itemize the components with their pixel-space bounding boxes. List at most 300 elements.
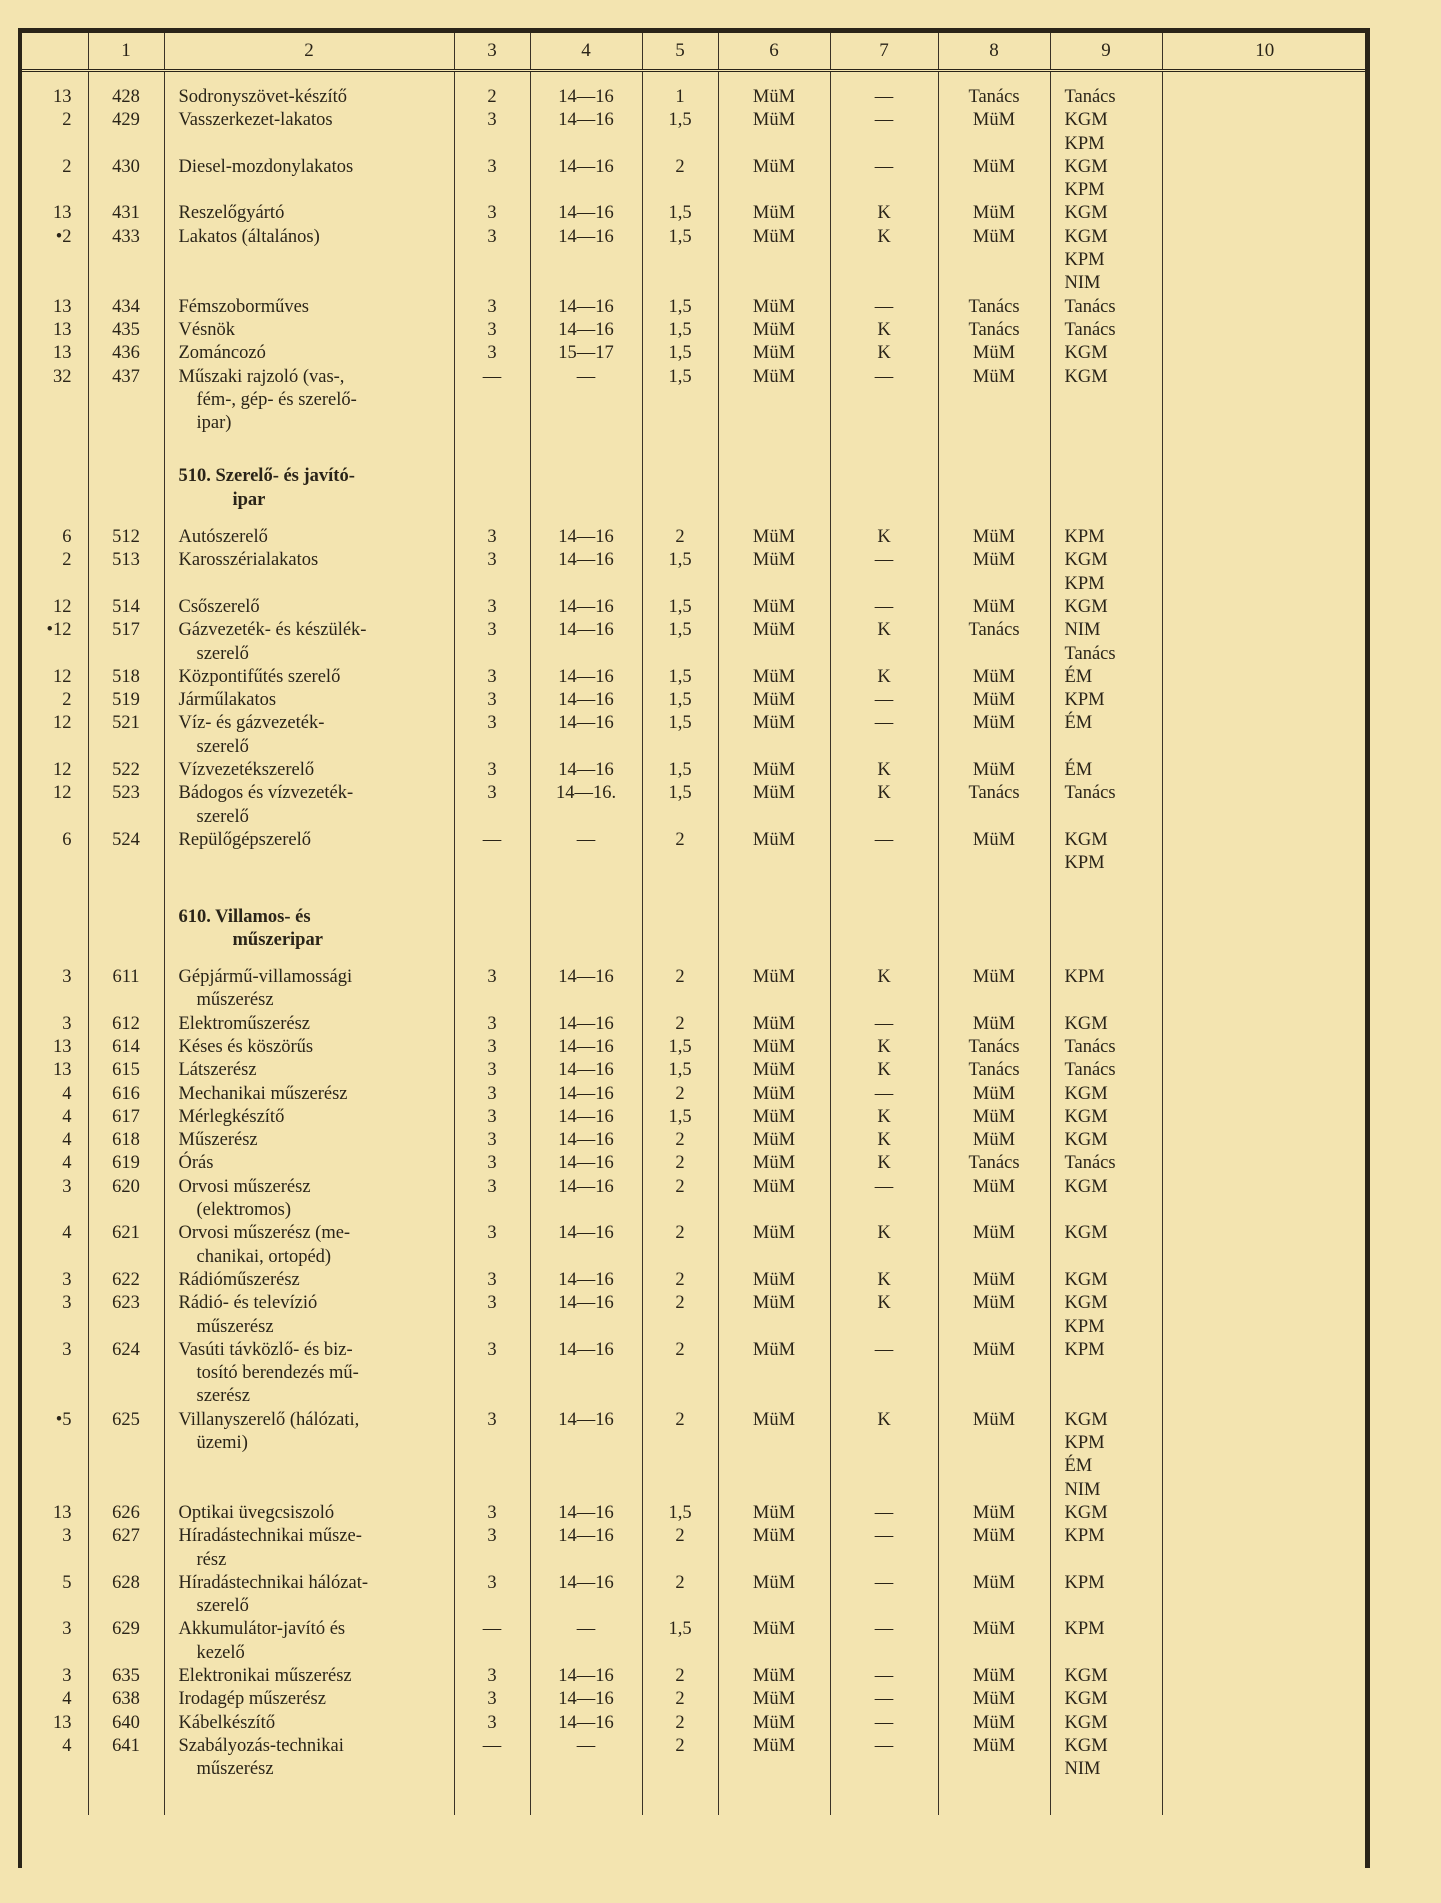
line: KPM [1064,133,1105,154]
occupation-name [164,342,454,365]
col5-value: 2 [642,1292,718,1339]
line: fém-, gép- és szerelő- [196,389,357,410]
table-body [22,71,1367,1816]
col7-mark: K [830,782,938,829]
line: Kábelkészítő [178,1712,276,1733]
line: műszerész [196,990,274,1011]
age-range: 14—16 [530,1152,642,1175]
col5-value: 2 [642,1665,718,1688]
line: KGM [1064,1176,1108,1197]
field-col0: 6 [22,526,88,549]
occupation-name [164,666,454,689]
line: KPM [1064,690,1105,711]
col5-value: 1,5 [642,1502,718,1525]
col9-authorities [1050,342,1162,365]
occupation-name [164,1525,454,1572]
ministry: MüM [718,829,830,876]
line: Diesel-mozdonylakatos [178,156,354,177]
occupation-name [164,1292,454,1339]
field-col0: 4 [22,1152,88,1175]
occupation-code: 434 [88,296,164,319]
col9-authorities [1050,1176,1162,1223]
ministry: MüM [718,1083,830,1106]
line: KPM [1064,967,1105,988]
table-row [22,156,1367,203]
col9-authorities [1050,202,1162,225]
col9-authorities [1050,1618,1162,1665]
line: KPM [1064,853,1105,874]
line: Műszerész [178,1130,258,1151]
age-range: — [530,1618,642,1665]
line: ipar) [196,413,232,434]
col7-mark: — [830,296,938,319]
occupation-name [164,1106,454,1129]
occupation-name [164,1712,454,1735]
col7-mark: K [830,342,938,365]
line: KPM [1064,250,1105,271]
line: Híradástechnikai hálózat- [178,1572,369,1593]
col5-value: 2 [642,1129,718,1152]
col8-authority: MüM [938,1106,1050,1129]
ministry: MüM [718,156,830,203]
training-years: 3 [454,1409,530,1502]
col8-authority: MüM [938,342,1050,365]
age-range: 14—16 [530,1339,642,1409]
occupation-name [164,596,454,619]
ministry: MüM [718,666,830,689]
line: KGM [1064,156,1108,177]
occupation-code: 518 [88,666,164,689]
age-range: 14—16 [530,1409,642,1502]
col5-value: 1,5 [642,1618,718,1665]
occupation-code: 431 [88,202,164,225]
col7-mark: K [830,966,938,1013]
line: Reszelőgyártó [178,203,285,224]
col9-authorities [1050,966,1162,1013]
col5-value: 1,5 [642,549,718,596]
line: Mérlegkészítő [178,1106,285,1127]
field-col0: 12 [22,759,88,782]
line: Tanács [1064,1153,1116,1174]
column-header-9: 9 [1050,33,1162,71]
training-years: 3 [454,1013,530,1036]
col9-authorities [1050,596,1162,619]
table-row [22,596,1367,619]
line: KPM [1064,1433,1105,1454]
occupation-code: 623 [88,1292,164,1339]
age-range: 14—16 [530,619,642,666]
occupation-name [164,202,454,225]
col7-mark: — [830,829,938,876]
line: Látszerész [178,1060,257,1081]
col7-mark: K [830,1222,938,1269]
col8-authority: MüM [938,366,1050,436]
field-col0: 13 [22,1502,88,1525]
column-header-4: 4 [530,33,642,71]
field-col0: 2 [22,109,88,156]
col7-mark: — [830,596,938,619]
table-row [22,319,1367,342]
training-years: 3 [454,1059,530,1082]
col8-authority: MüM [938,1525,1050,1572]
col9-authorities [1050,1036,1162,1059]
col5-value: 2 [642,1152,718,1175]
line: Tanács [1064,643,1116,664]
col8-authority: Tanács [938,1036,1050,1059]
field-col0: 3 [22,966,88,1013]
field-col0: 3 [22,1292,88,1339]
field-col0: 12 [22,712,88,759]
col9-authorities [1050,1502,1162,1525]
occupation-name [164,1665,454,1688]
training-years: 3 [454,1129,530,1152]
line: üzemi) [196,1433,248,1454]
occupation-name [164,1502,454,1525]
col5-value: 2 [642,1013,718,1036]
col8-authority: MüM [938,1176,1050,1223]
col9-authorities [1050,1013,1162,1036]
ministry: MüM [718,966,830,1013]
line: KGM [1064,1130,1108,1151]
occupation-table [22,33,1367,1815]
line: KGM [1064,1666,1108,1686]
table-row [22,1665,1367,1688]
field-col0: 13 [22,342,88,365]
col7-mark: — [830,1083,938,1106]
table-row [22,226,1367,296]
line: Rádióműszerész [178,1269,300,1290]
age-range: 14—16 [530,689,642,712]
line: KPM [1064,180,1105,201]
col5-value: 1 [642,86,718,109]
line: Autószerelő [178,527,268,548]
col8-authority: MüM [938,689,1050,712]
line: ipar [232,489,266,510]
line: KGM [1064,1409,1108,1430]
field-col0: 6 [22,829,88,876]
ministry: MüM [718,1712,830,1735]
occupation-name [164,1618,454,1665]
col8-authority: MüM [938,712,1050,759]
col5-value: 2 [642,1735,718,1782]
line: Híradástechnikai műsze- [178,1526,362,1547]
occupation-code: 522 [88,759,164,782]
table-row [22,1292,1367,1339]
col7-mark: K [830,1059,938,1082]
field-col0: 4 [22,1222,88,1269]
col7-mark: K [830,202,938,225]
ministry: MüM [718,202,830,225]
col8-authority: MüM [938,1409,1050,1502]
col7-mark: — [830,1735,938,1782]
table-row [22,1409,1367,1502]
field-col0: 32 [22,366,88,436]
training-years: 3 [454,782,530,829]
age-range: 14—16 [530,1129,642,1152]
training-years: 3 [454,1525,530,1572]
ministry: MüM [718,1409,830,1502]
field-col0: 3 [22,1618,88,1665]
col7-mark: K [830,226,938,296]
col5-value: 2 [642,1712,718,1735]
occupation-name [164,366,454,436]
ministry: MüM [718,319,830,342]
ministry: MüM [718,712,830,759]
col9-authorities [1050,1083,1162,1106]
line: szerelő [196,736,249,757]
col8-authority: Tanács [938,86,1050,109]
col5-value: 2 [642,526,718,549]
line: tosító berendezés mű- [196,1363,359,1384]
field-col0: 4 [22,1083,88,1106]
line: szerelő [196,643,249,664]
line: (elektromos) [196,1200,292,1221]
field-col0: 13 [22,202,88,225]
occupation-code: 521 [88,712,164,759]
table-row [22,109,1367,156]
ministry: MüM [718,619,830,666]
ministry: MüM [718,342,830,365]
line: KGM [1064,550,1108,571]
occupation-code: 635 [88,1665,164,1688]
table-row [22,1222,1367,1269]
col7-mark: — [830,1339,938,1409]
col8-authority: MüM [938,829,1050,876]
age-range: 14—16 [530,549,642,596]
field-col0: 4 [22,1129,88,1152]
table-row [22,1572,1367,1619]
line: Gázvezeték- és készülék- [178,620,367,641]
ministry: MüM [718,526,830,549]
col7-mark: — [830,712,938,759]
col9-authorities [1050,1525,1162,1572]
age-range: 14—16 [530,712,642,759]
table-row [22,202,1367,225]
col9-authorities [1050,226,1162,296]
column-header-8: 8 [938,33,1050,71]
line: Rádió- és televízió [178,1293,318,1314]
line: KPM [1064,573,1105,594]
line: Optikai üvegcsiszoló [178,1502,335,1523]
col9-authorities [1050,319,1162,342]
section-title [164,435,454,526]
training-years: 3 [454,1083,530,1106]
age-range: 14—16 [530,1269,642,1292]
col8-authority: MüM [938,1013,1050,1036]
occupation-code: 621 [88,1222,164,1269]
line: ÉM [1064,666,1093,687]
line: Tanács [1064,1036,1116,1057]
occupation-code: 428 [88,86,164,109]
line: Elektronikai műszerész [178,1666,352,1686]
occupation-code: 433 [88,226,164,296]
occupation-name [164,1059,454,1082]
line: Fémszoborműves [178,296,310,317]
field-col0: 3 [22,1269,88,1292]
line: Orvosi műszerész (me- [178,1223,351,1244]
occupation-code: 615 [88,1059,164,1082]
training-years: 3 [454,1269,530,1292]
ministry: MüM [718,1106,830,1129]
line: KGM [1064,1083,1108,1104]
line: Órás [178,1153,214,1174]
line: ÉM [1064,760,1093,781]
field-col0: 3 [22,1665,88,1688]
ministry: MüM [718,1502,830,1525]
column-header-0 [22,33,88,71]
ministry: MüM [718,1688,830,1711]
occupation-name [164,1176,454,1223]
col9-authorities [1050,619,1162,666]
col5-value: 1,5 [642,712,718,759]
occupation-code: 437 [88,366,164,436]
line: műszeripar [232,929,323,950]
field-col0: •2 [22,226,88,296]
line: KPM [1064,1316,1105,1337]
line: KGM [1064,1223,1108,1244]
document-sheet [18,28,1370,1868]
training-years: 3 [454,296,530,319]
col8-authority: MüM [938,1083,1050,1106]
column-header-7: 7 [830,33,938,71]
training-years: — [454,366,530,436]
line: műszerész [196,1759,274,1780]
occupation-code: 429 [88,109,164,156]
field-col0: 5 [22,1572,88,1619]
age-range: 15—17 [530,342,642,365]
line: Tanács [1064,783,1116,804]
column-header-row [22,33,1367,71]
occupation-name [164,1152,454,1175]
field-col0: 12 [22,782,88,829]
col8-authority: MüM [938,1688,1050,1711]
field-col0: 4 [22,1688,88,1711]
column-header-1: 1 [88,33,164,71]
col9-authorities [1050,712,1162,759]
col9-authorities [1050,1339,1162,1409]
col7-mark: — [830,1525,938,1572]
age-range: 14—16 [530,202,642,225]
field-col0: 13 [22,1712,88,1735]
line: Csőszerelő [178,596,260,617]
bottom-spacer [22,1781,1367,1815]
occupation-name [164,1735,454,1782]
col8-authority: MüM [938,226,1050,296]
training-years: 3 [454,1152,530,1175]
col7-mark: K [830,1106,938,1129]
col8-authority: MüM [938,1292,1050,1339]
column-header-2: 2 [164,33,454,71]
occupation-code: 524 [88,829,164,876]
training-years: 3 [454,619,530,666]
col7-mark: — [830,366,938,436]
occupation-name [164,782,454,829]
age-range: 14—16 [530,1036,642,1059]
line: ÉM [1064,713,1093,734]
col8-authority: MüM [938,1502,1050,1525]
col7-mark: K [830,1152,938,1175]
col8-authority: MüM [938,1339,1050,1409]
col7-mark: — [830,1572,938,1619]
age-range: 14—16 [530,1083,642,1106]
ministry: MüM [718,1735,830,1782]
occupation-name [164,296,454,319]
col9-authorities [1050,1292,1162,1339]
occupation-name [164,1572,454,1619]
col5-value: 2 [642,1269,718,1292]
col5-value: 1,5 [642,596,718,619]
col8-authority: MüM [938,1712,1050,1735]
line: 610. Villamos- és [178,906,311,927]
table-row [22,549,1367,596]
training-years: 3 [454,342,530,365]
line: KGM [1064,1502,1108,1523]
col8-authority: Tanács [938,319,1050,342]
ministry: MüM [718,1665,830,1688]
training-years: 3 [454,1572,530,1619]
col9-authorities [1050,526,1162,549]
col5-value: 2 [642,1222,718,1269]
age-range: 14—16 [530,526,642,549]
line: KPM [1064,1619,1105,1640]
ministry: MüM [718,596,830,619]
field-col0: 13 [22,1059,88,1082]
table-row [22,712,1367,759]
training-years: 3 [454,1106,530,1129]
training-years: 3 [454,689,530,712]
occupation-code: 512 [88,526,164,549]
training-years: 3 [454,319,530,342]
line: Tanács [1064,319,1116,340]
line: Mechanikai műszerész [178,1083,348,1104]
ministry: MüM [718,1618,830,1665]
ministry: MüM [718,1013,830,1036]
ministry: MüM [718,1129,830,1152]
occupation-code: 430 [88,156,164,203]
age-range: — [530,366,642,436]
training-years: 3 [454,226,530,296]
col9-authorities [1050,366,1162,436]
col5-value: 2 [642,1525,718,1572]
col5-value: 2 [642,1688,718,1711]
table-row [22,689,1367,712]
col9-authorities [1050,109,1162,156]
col8-authority: MüM [938,549,1050,596]
col8-authority: MüM [938,202,1050,225]
col8-authority: MüM [938,966,1050,1013]
col5-value: 1,5 [642,1059,718,1082]
ministry: MüM [718,782,830,829]
field-col0: •12 [22,619,88,666]
col7-mark: — [830,109,938,156]
training-years: 3 [454,1502,530,1525]
line: Vízvezetékszerelő [178,760,315,781]
table-row [22,1735,1367,1782]
table-row [22,296,1367,319]
line: szerész [196,1386,250,1407]
col9-authorities [1050,296,1162,319]
occupation-code: 618 [88,1129,164,1152]
occupation-code: 619 [88,1152,164,1175]
col7-mark: — [830,1502,938,1525]
ministry: MüM [718,1059,830,1082]
training-years: 3 [454,1176,530,1223]
age-range: 14—16 [530,596,642,619]
age-range: 14—16 [530,966,642,1013]
col5-value: 2 [642,1083,718,1106]
table-row [22,759,1367,782]
line: Tanács [1064,1060,1116,1081]
